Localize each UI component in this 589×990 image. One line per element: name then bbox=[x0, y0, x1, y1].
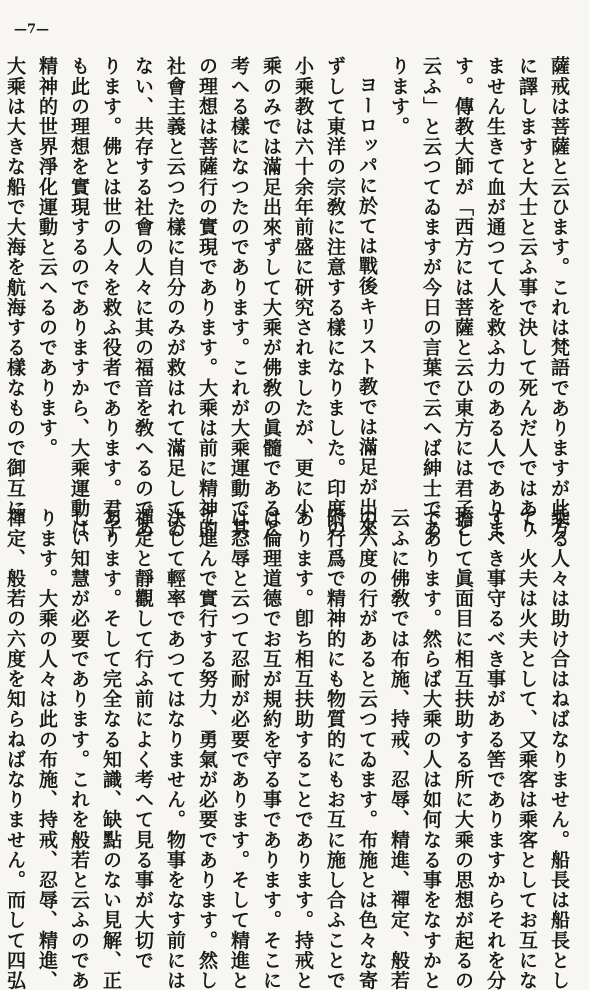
text-column: ります。佛とは世の人々を救ふ役者であります。君子 bbox=[100, 56, 122, 539]
page-number: —7— bbox=[14, 22, 50, 37]
text-column: ずして東洋の宗敎に注意する樣になりました。印度の bbox=[324, 56, 346, 539]
text-column: 社會主義と云つた樣に自分のみが救はれて滿足してゐ bbox=[164, 56, 186, 539]
text-column: 擔して眞面目に相互扶助する所に大乘の思想が起るの bbox=[452, 508, 474, 990]
lower-text-block bbox=[4, 508, 575, 990]
text-column: 薩戒は菩薩と云ひます。これは梵語でありますが此方 bbox=[548, 56, 570, 539]
text-column: 精神的世界淨化運動と云へるのであります。 bbox=[36, 56, 58, 458]
text-column: は倫理道德でお互が規約を守る事であります。そこに bbox=[260, 508, 282, 990]
text-column: ない、共存する社會の人々に其の福音を敎へるのであ bbox=[132, 56, 154, 539]
text-column: の理想は菩薩行の實現であります。大乘は前に精神的 bbox=[196, 56, 218, 539]
text-column: 決して輕率であつてはなりません。物事をなす前には bbox=[164, 508, 186, 990]
text-column: 大乘は大きな船で大海を航海する樣なもので御互に bbox=[4, 56, 26, 519]
text-column: 云ふに佛敎では布施、持戒、忍辱、精進、禪定、般若 bbox=[388, 508, 410, 990]
upper-text-block bbox=[4, 56, 575, 539]
text-column: すべき事守るべき事がある筈でありますからそれを分 bbox=[484, 508, 506, 990]
text-column: の六度の行があると云つてゐます。布施とは色々な寄 bbox=[356, 508, 378, 990]
text-column: 云ふ」と云つてゐますが今日の言葉で云へば紳士であ bbox=[420, 56, 442, 539]
text-column: しい知慧が必要であります。これを般若と云ふのであ bbox=[68, 508, 90, 990]
text-column: あります。そして完全なる知識、缺點のない見解、正 bbox=[100, 508, 122, 990]
text-column: 乘のみでは滿足出來ずして大乘が佛敎の眞髓であると bbox=[260, 56, 282, 539]
text-column: あります。卽ち相互扶助することであります。持戒と bbox=[292, 508, 314, 990]
text-column: 禪定と靜觀して行ふ前によく考へて見る事が大切で bbox=[132, 508, 154, 971]
text-column: ります。大乘の人々は此の布施、持戒、忍辱、精進、 bbox=[36, 508, 58, 990]
text-column: 乘る人々は助け合はねばなりません。船長は船長とし bbox=[548, 508, 570, 990]
text-column: 考へる樣になつたのであります。これが大乘運動で其 bbox=[228, 56, 250, 539]
text-column: も此の理想を實現するのでありますから、大乘運動は bbox=[68, 56, 90, 539]
text-column: て、火夫は火夫として、又乘客は乘客としてお互にな bbox=[516, 508, 538, 990]
text-column: は忍辱と云つて忍耐が必要であります。そして精進と bbox=[228, 508, 250, 990]
text-column: 附行爲で精神的にも物質的にもお互に施し合ふことで bbox=[324, 508, 346, 990]
text-column: て進んで實行する努力、勇氣が必要であります。然し bbox=[196, 508, 218, 990]
text-column: ります。 bbox=[388, 56, 410, 137]
text-column: ヨーロッパに於ては戰後キリスト教では滿足が出來 bbox=[356, 75, 378, 538]
text-column: す。傳教大師が「西方には菩薩と云ひ東方には君子と bbox=[452, 56, 474, 539]
text-column: 小乘教は六十余年前盛に研究されましたが、更に小 bbox=[292, 56, 314, 519]
text-column: 禪定、般若の六度を知らねばなりません。而して四弘 bbox=[4, 508, 26, 990]
text-column: ません生きて血が通つて人を救ふ力のある人でありま bbox=[484, 56, 506, 539]
text-column: であります。然らば大乘の人は如何なる事をなすかと bbox=[420, 508, 442, 990]
text-column: に譯しますと大士と云ふ事で決して死んだ人ではあり bbox=[516, 56, 538, 539]
